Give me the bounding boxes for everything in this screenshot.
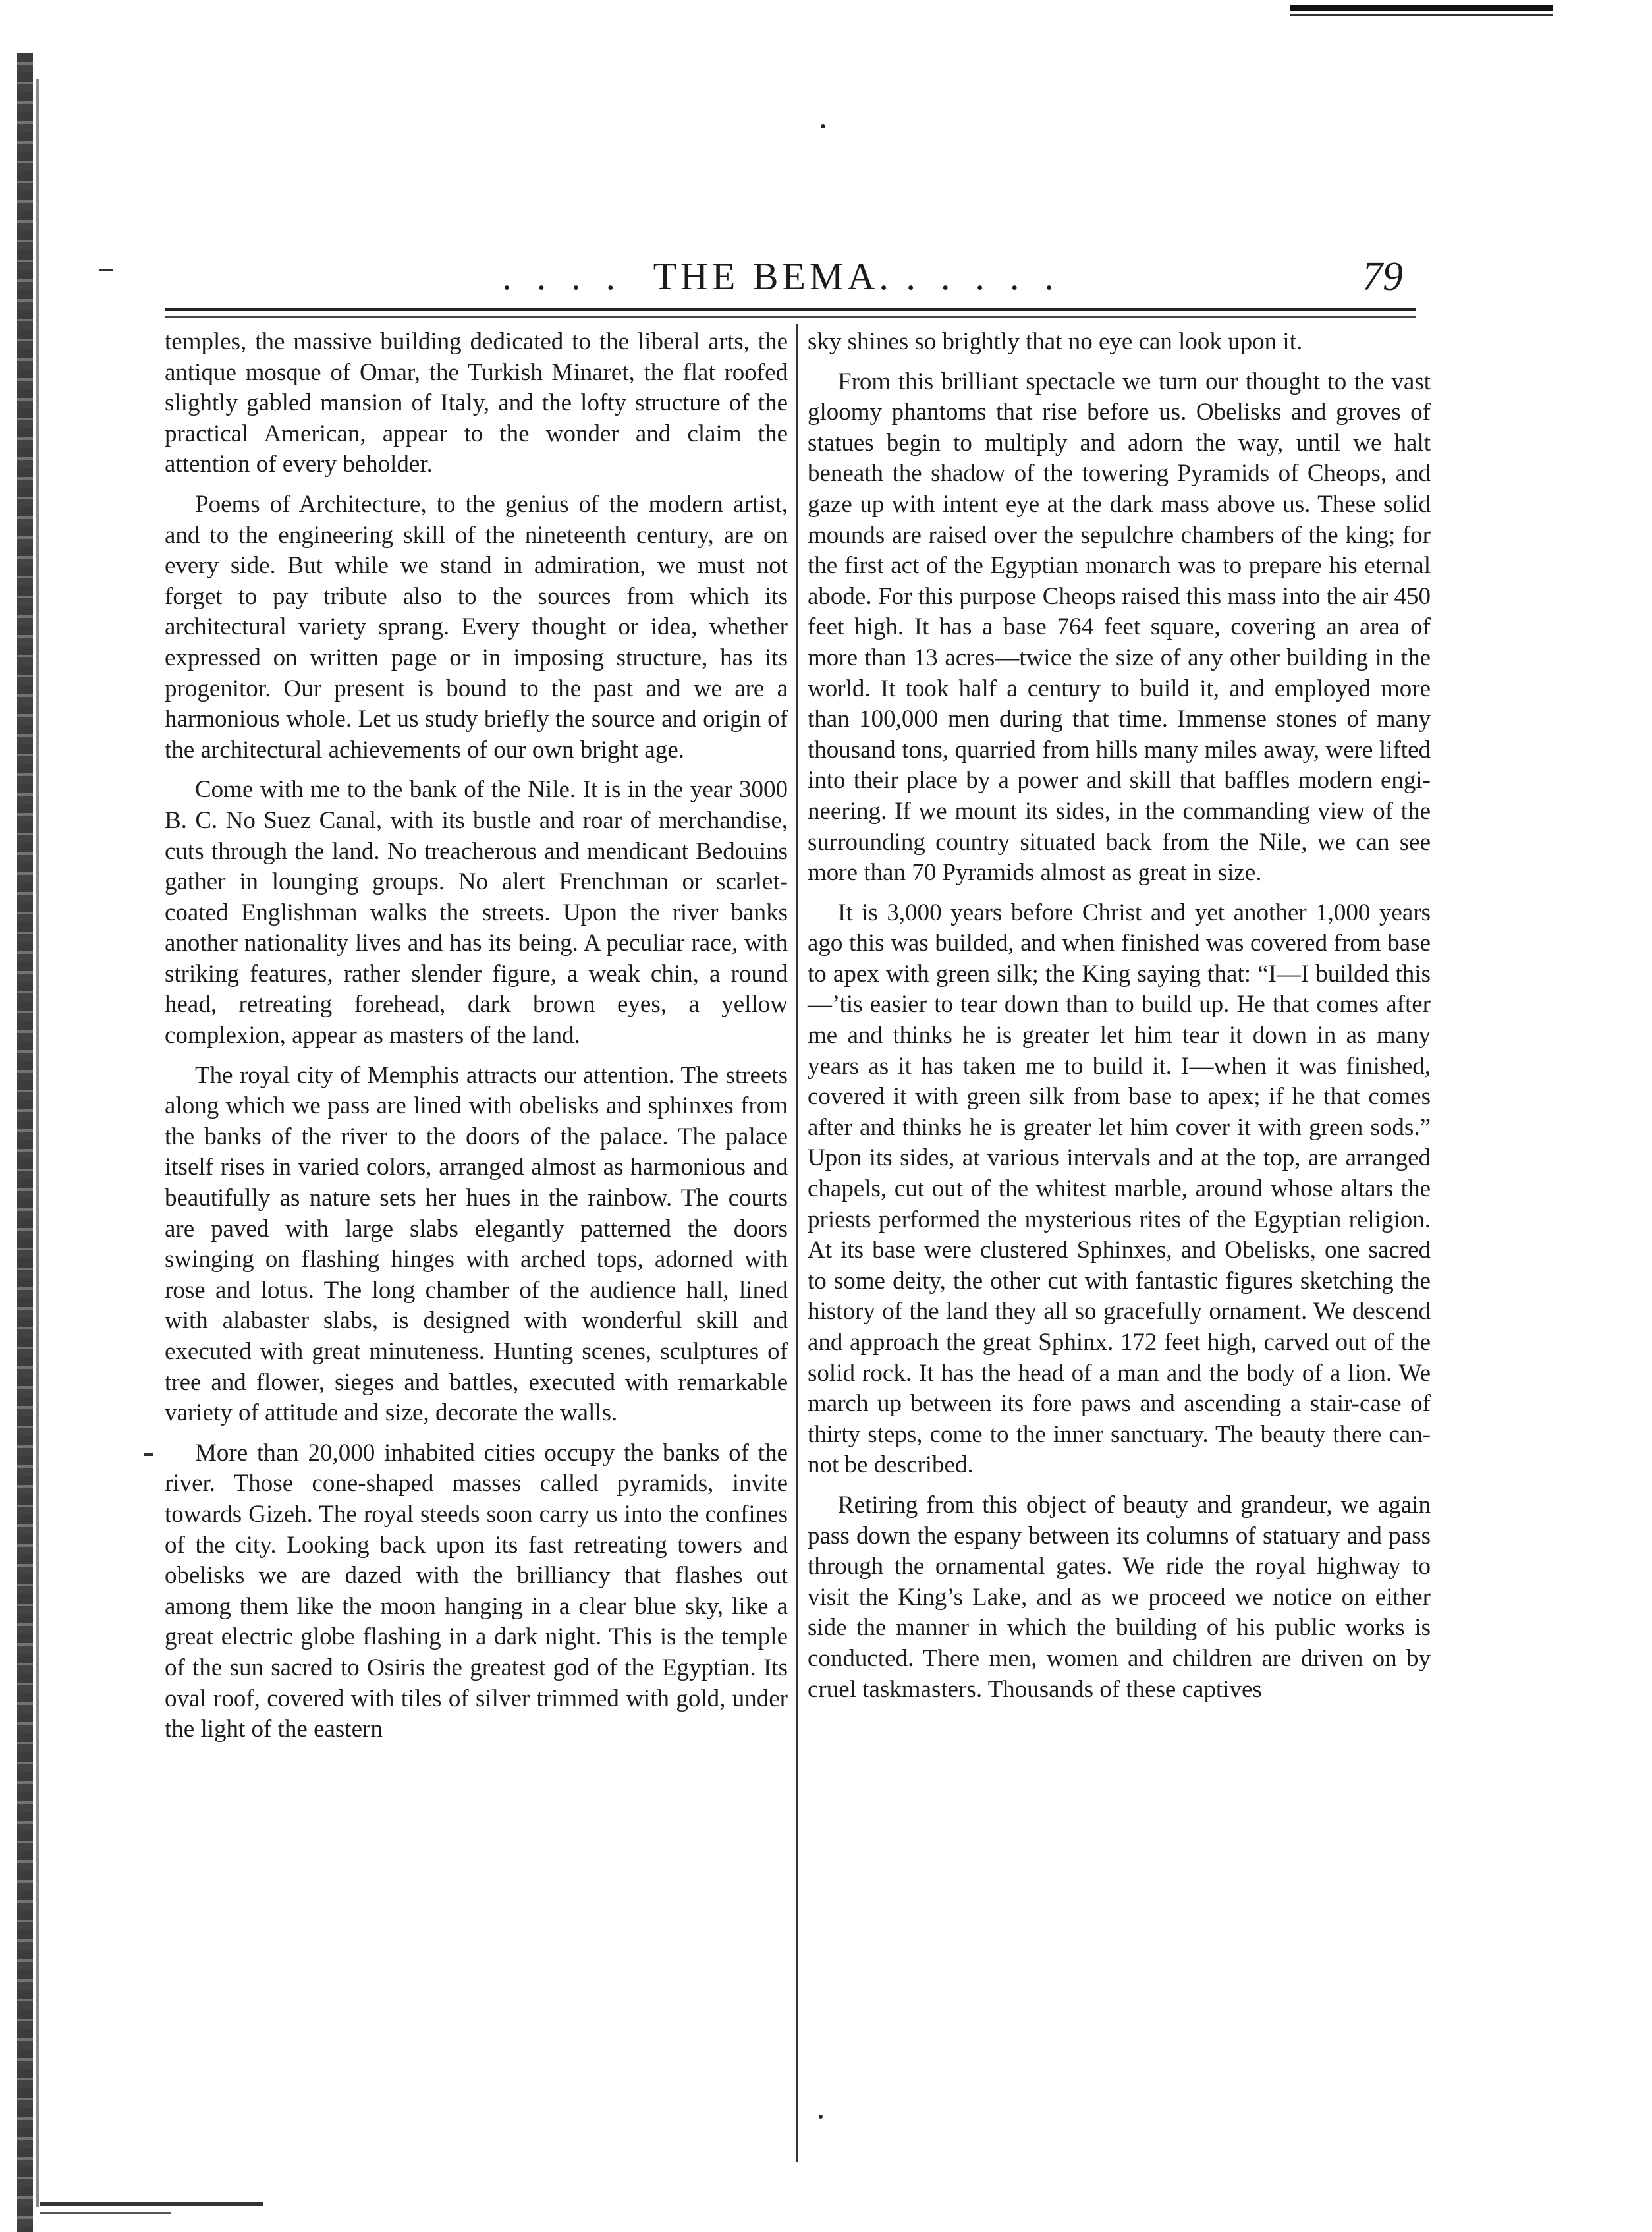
- binding-edge: [17, 53, 33, 2232]
- scan-speck: [819, 2115, 823, 2119]
- header-leader-dots: ....: [502, 255, 641, 298]
- scan-dash: [144, 1453, 153, 1456]
- page-number: 79: [1362, 254, 1403, 299]
- paragraph: More than 20,000 inhabited cities occupy the banks of the river. Those cone-shaped masses called pyramids, invite towards Gizeh. The royal steeds soon carry us into the confines of the city. Looking back upon its fast retreating towers and obelisks we are dazed with the brilliancy that flashes out among them like the moon hanging in a clear blue sky, like a great electric globe flashing in a dark night. This is the temple of the sun sacred to Osiris the greatest god of the Egyptian. Its oval roof, covered with tiles of silver trimmed with gold, under the light of the eastern: [165, 1439, 788, 1743]
- paragraph: sky shines so brightly that no eye can look upon it.: [808, 328, 1303, 355]
- header-rule-thin: [165, 316, 1416, 318]
- binding-shadow: [36, 79, 39, 2207]
- column-divider: [796, 324, 798, 2162]
- scan-edge-mark: [1290, 5, 1553, 11]
- journal-title: THE BEMA.: [653, 255, 893, 298]
- scan-bottom-mark-thin: [40, 2212, 171, 2214]
- paragraph: temples, the massive building dedicated to the liberal arts, the antique mosque of Omar, the Turkish Minaret, the flat roofed slightly gabled mansion of Italy, and the lofty structure of the practical American, appear to the wonder and claim the attention of every beholder.: [165, 328, 788, 478]
- header-leader-dots: .....: [906, 255, 1079, 298]
- scan-bottom-mark: [40, 2202, 263, 2206]
- paragraph: From this brilliant spectacle we turn our thought to the vast gloomy phantoms that rise before us. Obelisks and groves of statues begin to multiply and adorn the way, until we halt beneath the shadow of the towering Pyramids of Cheops, and gaze up with intent eye at the dark mass above us. These solid mounds are raised over the sepulchre chambers of the king; for the first act of the Egyptian monarch was to prepare his eternal abode. For this purpose Cheops raised this mass into the air 450 feet high. It has a base 764 feet square, covering an area of more than 13 acres—twice the size of any other building in the world. It took half a century to build it, and employed more than 100,000 men during that time. Immense stones of many thousand tons, quarried from hills many miles away, were lifted into their place by a power and skill that baffles modern engineering. If we mount its sides, in the commanding view of the surrounding country situated back from the Nile, we can see more than 70 Pyramids almost as great in size.: [808, 368, 1431, 887]
- running-header: [165, 250, 1416, 303]
- paragraph: It is 3,000 years before Christ and yet another 1,000 years ago this was builded, and when finished was covered from base to apex with green silk; the King saying that: “I—I builded this—’tis easier to tear down than to build up. He that comes after me and thinks he is greater let him tear it down in as many years as it has taken me to build it. I—when it was finished, covered it with green silk from base to apex; if he that comes after and thinks he is greater let him cover it with green sods.” Upon its sides, at various intervals and at the top, are arranged chapels, cut out of the whitest marble, around whose altars the priests performed the mysterious rites of the Egyptian religion. At its base were clustered Sphinxes, and Obelisks, one sacred to some deity, the other cut with fantastic figures sketching the history of the land they all so gracefully ornament. We descend and approach the great Sphinx. 172 feet high, carved out of the solid rock. It has the head of a man and the body of a lion. We march up between its fore paws and ascending a stair-case of thirty steps, come to the inner sanctuary. The beauty there cannot be described.: [808, 899, 1431, 1479]
- paragraph: The royal city of Memphis attracts our attention. The streets along which we pass are lined with obelisks and sphinxes from the banks of the river to the doors of the palace. The palace itself rises in varied colors, arranged almost as harmonious and beautifully as nature sets her hues in the rainbow. The courts are paved with large slabs elegantly patterned the doors swinging on flashing hinges with arched tops, adorned with rose and lotus. The long chamber of the audience hall, lined with alabaster slabs, is designed with wonderful skill and executed with great minuteness. Hunting scenes, sculptures of tree and flower, sieges and battles, executed with remarkable variety of attitude and size, decorate the walls.: [165, 1061, 788, 1427]
- right-column: [808, 327, 1431, 1714]
- header-rule: [165, 308, 1416, 311]
- paragraph: Poems of Architecture, to the genius of the modern artist, and to the engineering skill of the nineteenth century, are on every side. But while we stand in admiration, we must not forget to pay tribute also to the sources from which its architectural variety sprang. Every thought or idea, whether expressed on written page or in imposing structure, has its progenitor. Our present is bound to the past and we are a harmonious whole. Let us study briefly the source and origin of the architectural achievements of our own bright age.: [165, 490, 788, 764]
- left-column: [165, 327, 788, 1754]
- paragraph: Retiring from this object of beauty and grandeur, we again pass down the espany between its columns of statuary and pass through the ornamental gates. We ride the royal highway to visit the King’s Lake, and as we proceed we notice on either side the manner in which the building of his public works is conducted. There men, women and children are driven on by cruel taskmasters. Thousands of these captives: [808, 1491, 1431, 1703]
- scan-edge-mark-thin: [1290, 14, 1553, 16]
- scan-dash: [99, 269, 113, 271]
- paragraph: Come with me to the bank of the Nile. It is in the year 3000 B. C. No Suez Canal, with its bustle and roar of merchandise, cuts through the land. No treacherous and mendicant Bedouins gather in lounging groups. No alert Frenchman or scarlet-coated Englishman walks the streets. Upon the river banks another nationality lives and has its being. A peculiar race, with striking features, rather slender figure, a weak chin, a round head, retreating forehead, dark brown eyes, a yellow complexion, appear as masters of the land.: [165, 776, 788, 1049]
- journal-title-line: [165, 250, 1416, 303]
- scan-speck: [821, 124, 825, 128]
